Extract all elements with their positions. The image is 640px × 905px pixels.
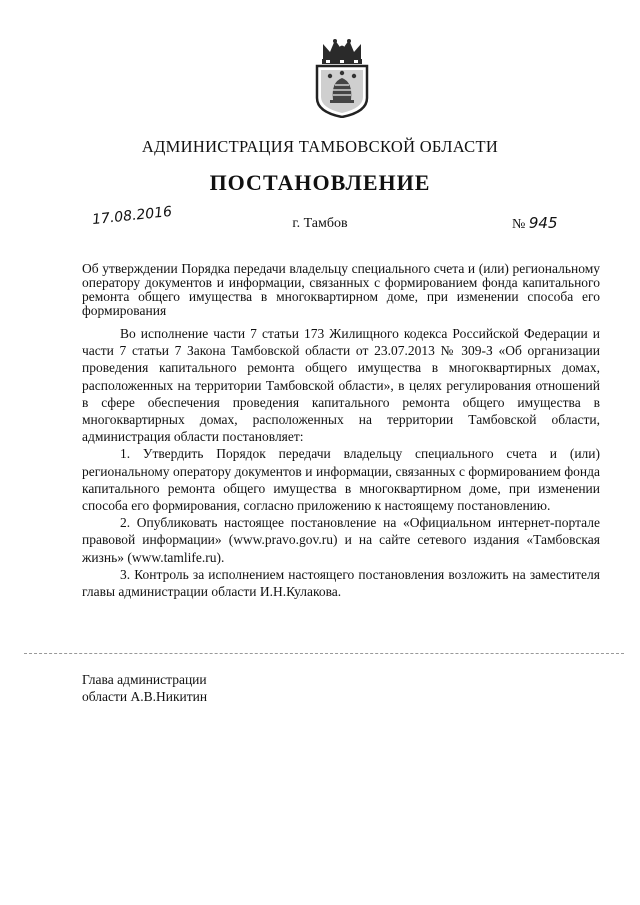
number-value: 945 <box>528 214 558 232</box>
document-type: ПОСТАНОВЛЕНИЕ <box>209 170 431 195</box>
document-title: Об утверждении Порядка передачи владельцу специального счета и (или) региональному оператору документов и информации, связанных с формированием фонда капитального ремонта общего имущества в многоквартирном доме, при изменении способа его формирования <box>82 261 600 318</box>
coat-of-arms-icon <box>313 38 371 118</box>
signature-name: области А.В.Никитин <box>82 689 208 704</box>
signature-block <box>82 671 207 705</box>
document-body <box>82 325 600 600</box>
number-label: № <box>512 217 526 232</box>
resolution-item: 1. Утвердить Порядок передачи владельцу специального счета и (или) региональному оператору документов и информации, связанных с формированием фонда капитального ремонта общего имущества в многоквартирном доме, при изменении способа его формирования, согласно приложению к настоящему постановлению. <box>82 446 600 514</box>
resolution-item: 3. Контроль за исполнением настоящего постановления возложить на заместителя главы администрации области И.Н.Кулакова. <box>82 566 600 600</box>
divider <box>24 653 624 654</box>
document-number <box>512 214 558 233</box>
resolution-item: 2. Опубликовать настоящее постановление на «Официальном интернет-портале правовой информации» (www.pravo.gov.ru) и на сайте сетевого издания «Тамбовская жизнь» (www.tamlife.ru). <box>82 515 600 565</box>
preamble-paragraph: Во исполнение части 7 статьи 173 Жилищного кодекса Российской Федерации и части 7 статьи 7 Закона Тамбовской области от 23.07.2013 № 309-З «Об организации проведения капитального ремонта общего имущества в многоквартирных домах, расположенных на территории Тамбовской области», в целях регулирования отношений в сфере обеспечения проведения капитального ремонта общего имущества в многоквартирных домах, расположенных на территории Тамбовской области, администрация области постановляет: <box>82 326 600 445</box>
organization-name: АДМИНИСТРАЦИЯ ТАМБОВСКОЙ ОБЛАСТИ <box>141 137 499 156</box>
document-date: 17.08.2016 <box>91 203 173 229</box>
signature-position: Глава администрации <box>82 672 207 687</box>
document-city: г. Тамбов <box>292 216 348 231</box>
